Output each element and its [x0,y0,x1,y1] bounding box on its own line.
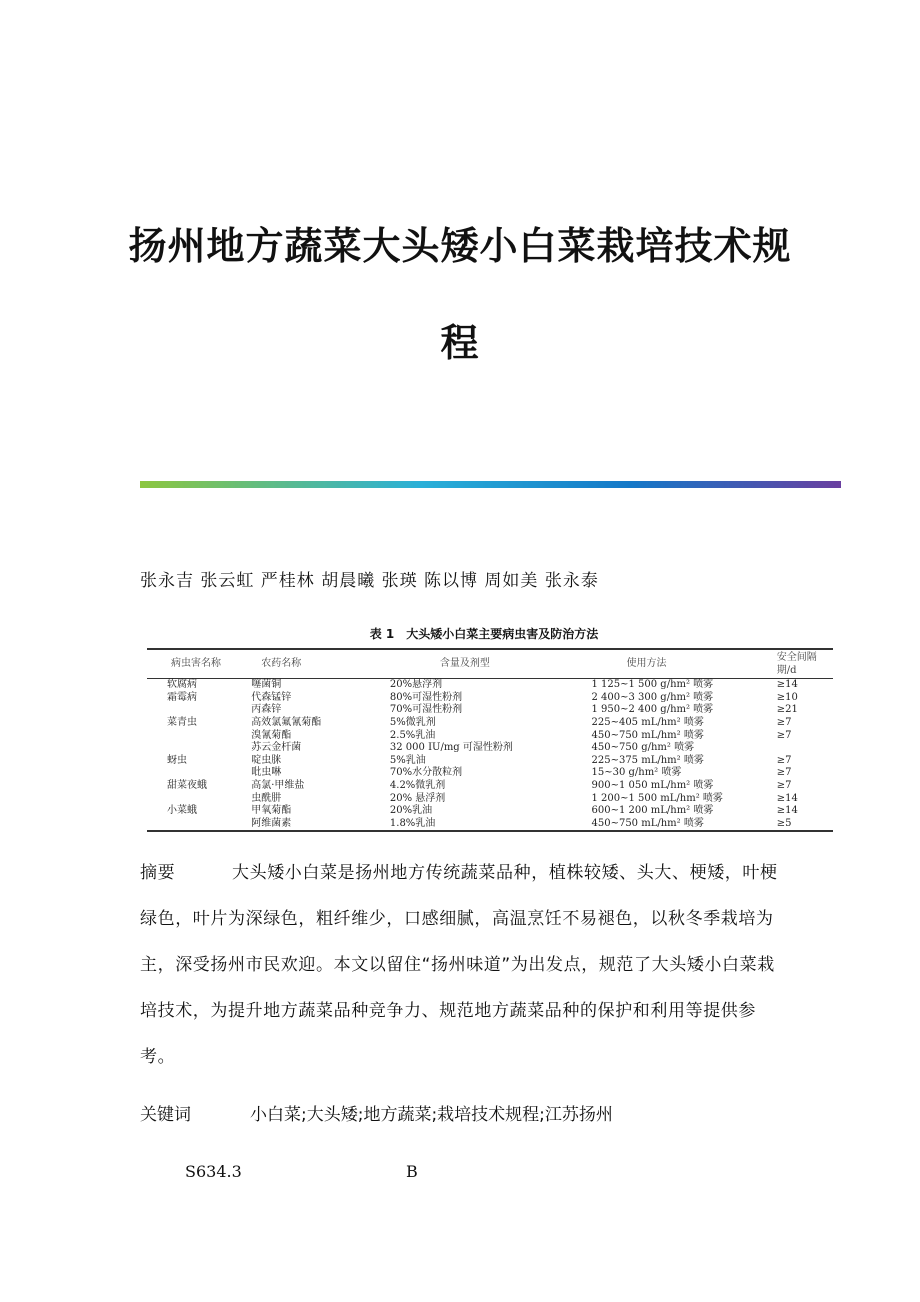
keywords-label: 关键词 [140,1105,191,1125]
cell-pest: 霜霉病 [167,691,197,703]
cell-pesticide: 虫酰肼 [251,792,282,804]
table-row [147,818,833,832]
page-title-line1: 扬州地方蔬菜大头矮小白菜栽培技术规 [128,224,792,268]
header-content: 含量及剂型 [390,649,592,679]
cell-interval: ≥7 [776,729,792,741]
cell-usage: 1 950~2 400 g/hm² 喷雾 [591,704,714,716]
table-row [147,704,833,717]
cell-usage: 225~405 mL/hm² 喷雾 [591,716,704,728]
table-caption [0,625,920,642]
table-row [147,692,833,705]
cell-pest [147,767,251,780]
table-row [147,793,833,806]
cell-pesticide: 吡虫啉 [251,767,282,779]
cell-usage: 1 200~1 500 mL/hm² 喷雾 [591,792,723,804]
table-row [147,767,833,780]
cell-content: 80%可湿性粉剂 [389,691,463,703]
table-row [147,780,833,793]
cell-content: 2.5%乳油 [389,729,436,741]
cell-usage: 1 125~1 500 g/hm² 喷雾 [591,679,714,691]
cell-content: 20% 悬浮剂 [389,792,446,804]
cell-pesticide: 阿维菌素 [251,818,390,832]
cell-interval: ≥14 [776,792,798,804]
cell-pesticide: 甲氧菊酯 [251,805,292,817]
cell-interval: ≥21 [776,704,798,716]
cell-usage: 450~750 mL/hm² 喷雾 [591,729,704,741]
cell-pesticide: 高效氯氟氰菊酯 [251,716,322,728]
cell-interval: ≥14 [776,805,798,817]
cell-pest: 软腐病 [167,679,197,691]
cell-pesticide: 苏云金杆菌 [251,742,302,754]
pest-control-table [147,648,833,832]
cell-content: 1.8%乳油 [390,818,592,832]
cell-content: 5%微乳剂 [389,716,436,728]
cell-pest: 甜菜夜蛾 [167,779,207,791]
cell-pest: 蚜虫 [167,754,187,766]
cell-usage: 900~1 050 mL/hm² 喷雾 [591,779,714,791]
keywords [140,1100,613,1125]
cell-pest [147,704,251,717]
cell-pesticide: 丙森锌 [251,704,282,716]
cell-pest [147,742,251,755]
table-body [147,679,833,832]
header-pest: 病虫害名称 [147,649,251,679]
author-list: 张永吉 张云虹 严桂林 胡晨曦 张瑛 陈以博 周如美 张永泰 [140,571,599,591]
table-row [147,805,833,818]
header-usage: 使用方法 [591,649,776,679]
cell-pest: 小菜蛾 [167,805,197,817]
abstract [140,850,780,1080]
abstract-label: 摘要 [140,863,176,883]
cell-pest [147,730,251,743]
table-row [147,717,833,730]
header-pesticide: 农药名称 [251,649,390,679]
cell-content: 5%乳油 [389,754,426,766]
cell-usage: 450~750 g/hm² 喷雾 [591,742,695,754]
table-row [147,755,833,768]
page-title-line2: 程 [440,321,480,365]
cell-content: 70%水分散粒剂 [389,767,463,779]
cell-content: 20%悬浮剂 [389,679,443,691]
cell-interval: ≥10 [776,691,798,703]
cell-content: 32 000 IU/mg 可湿性粉剂 [389,742,513,754]
cell-usage: 15~30 g/hm² 喷雾 [591,767,682,779]
clc-number: S634.3 [185,1162,242,1181]
table-row [147,742,833,755]
cell-interval: ≥7 [776,779,792,791]
gradient-divider [140,481,841,488]
cell-interval: ≥7 [776,716,792,728]
cell-usage: 450~750 mL/hm² 喷雾 [591,818,776,832]
table-title: 大头矮小白菜主要病虫害及防治方法 [406,627,599,641]
cell-interval: ≥5 [777,818,833,832]
document-code: B [406,1162,418,1181]
cell-pesticide: 代森锰锌 [251,691,292,703]
cell-interval: ≥7 [776,754,792,766]
cell-interval [777,742,833,755]
keywords-text: 小白菜;大头矮;地方蔬菜;栽培技术规程;江苏扬州 [250,1105,613,1125]
cell-pest [147,818,251,832]
cell-content: 20%乳油 [389,805,433,817]
header-interval: 安全间隔期/d [777,649,833,679]
cell-usage: 2 400~3 300 g/hm² 喷雾 [591,691,714,703]
cell-usage: 225~375 mL/hm² 喷雾 [591,754,704,766]
table-row [147,730,833,743]
cell-pest: 菜青虫 [167,716,197,728]
cell-content: 4.2%微乳剂 [389,779,446,791]
cell-pesticide: 啶虫脒 [251,754,282,766]
table-header-row [147,649,833,679]
abstract-text: 大头矮小白菜是扬州地方传统蔬菜品种，植株较矮、头大、梗矮，叶梗绿色，叶片为深绿色，粗纤维少，口感细腻，高温烹饪不易褪色，以秋冬季栽培为主，深受扬州市民欢迎。本文以留住“扬州味道”为出发点，规范了大头矮小白菜栽培技术，为提升地方蔬菜品种竞争力、规范地方蔬菜品种的保护和利用等提供参考。 [140,863,778,1067]
cell-interval: ≥7 [776,767,792,779]
cell-pesticide: 溴氰菊酯 [251,729,292,741]
cell-interval: ≥14 [776,679,798,691]
cell-pesticide: 噻菌铜 [251,679,282,691]
table-label: 表 1 [369,627,395,641]
table-row [147,679,833,692]
cell-pest [147,793,251,806]
cell-content: 70%可湿性粉剂 [389,704,463,716]
cell-usage: 600~1 200 mL/hm² 喷雾 [591,805,714,817]
cell-pesticide: 高氯·甲维盐 [251,779,305,791]
